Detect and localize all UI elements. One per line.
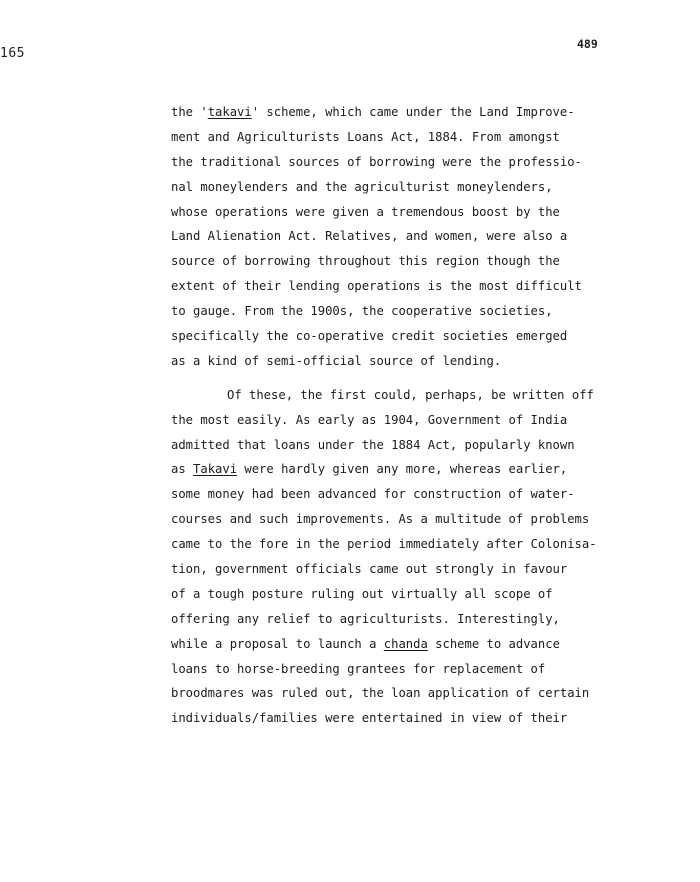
text-line (171, 532, 691, 557)
text-line (171, 299, 691, 324)
text-segment: nal moneylenders and the agriculturist moneylenders, (171, 179, 553, 194)
text-segment: Of these, the first could, perhaps, be written off (227, 387, 594, 402)
text-line (171, 200, 691, 225)
text-segment: whose operations were given a tremendous boost by the (171, 204, 560, 219)
text-segment: offering any relief to agriculturists. Interestingly, (171, 611, 560, 626)
text-line (171, 457, 691, 482)
text-line (171, 582, 691, 607)
text-segment: broodmares was ruled out, the loan application of certain (171, 686, 590, 701)
text-segment: ment and Agriculturists Loans Act, 1884. From amongst (171, 129, 560, 144)
text-segment: loans to horse-breeding grantees for replacement of (171, 661, 546, 676)
page-number: 489 (577, 37, 598, 51)
text-segment: admitted that loans under the 1884 Act, popularly known (171, 437, 575, 452)
text-line (171, 125, 691, 150)
text-segment: were hardly given any more, whereas earlier, (237, 462, 568, 477)
text-line (171, 175, 691, 200)
underlined-term: chanda (383, 636, 428, 651)
body-text (171, 100, 691, 731)
text-line (171, 150, 691, 175)
text-segment: extent of their lending operations is the most difficult (171, 279, 582, 294)
text-segment: the traditional sources of borrowing were the professio- (171, 154, 582, 169)
text-segment: courses and such improvements. As a multitude of problems (171, 512, 590, 527)
text-segment: tion, government officials came out strongly in favour (171, 562, 568, 577)
text-segment: specifically the co-operative credit societies emerged (171, 329, 568, 344)
text-line (171, 557, 691, 582)
text-segment: to gauge. From the 1900s, the cooperative societies, (171, 304, 553, 319)
text-line (171, 632, 691, 657)
paragraph-gap (171, 374, 691, 383)
text-line (171, 681, 691, 706)
text-segment: as (171, 462, 194, 477)
text-line (171, 349, 691, 374)
text-segment: source of borrowing throughout this region though the (171, 254, 560, 269)
text-line (171, 324, 691, 349)
margin-page-number: 165 (0, 46, 25, 61)
text-segment: the ' (171, 105, 208, 119)
text-segment: individuals/families were entertained in view of their (171, 711, 568, 726)
text-segment: the most easily. As early as 1904, Government of India (171, 412, 568, 427)
text-line (171, 249, 691, 274)
text-line (171, 224, 691, 249)
text-segment: while a proposal to launch a (171, 636, 384, 651)
text-line (171, 100, 691, 125)
text-segment: some money had been advanced for construction of water- (171, 487, 575, 502)
underlined-term: takavi (207, 105, 252, 119)
underlined-term: Takavi (193, 462, 238, 477)
paragraph-2 (171, 383, 691, 731)
text-line (171, 482, 691, 507)
text-line (171, 706, 691, 731)
text-line (171, 607, 691, 632)
text-segment: came to the fore in the period immediately after Colonisa- (171, 537, 597, 552)
text-line (171, 433, 691, 458)
text-line (171, 408, 691, 433)
text-segment: scheme to advance (427, 636, 560, 651)
text-segment: as a kind of semi-official source of lending. (171, 353, 502, 368)
text-line (171, 383, 691, 408)
paragraph-1 (171, 100, 691, 374)
text-line (171, 657, 691, 682)
text-line (171, 274, 691, 299)
text-segment: Land Alienation Act. Relatives, and women, were also a (171, 229, 568, 244)
text-line (171, 507, 691, 532)
text-segment: of a tough posture ruling out virtually all scope of (171, 586, 553, 601)
text-segment: ' scheme, which came under the Land Improve- (251, 105, 575, 119)
